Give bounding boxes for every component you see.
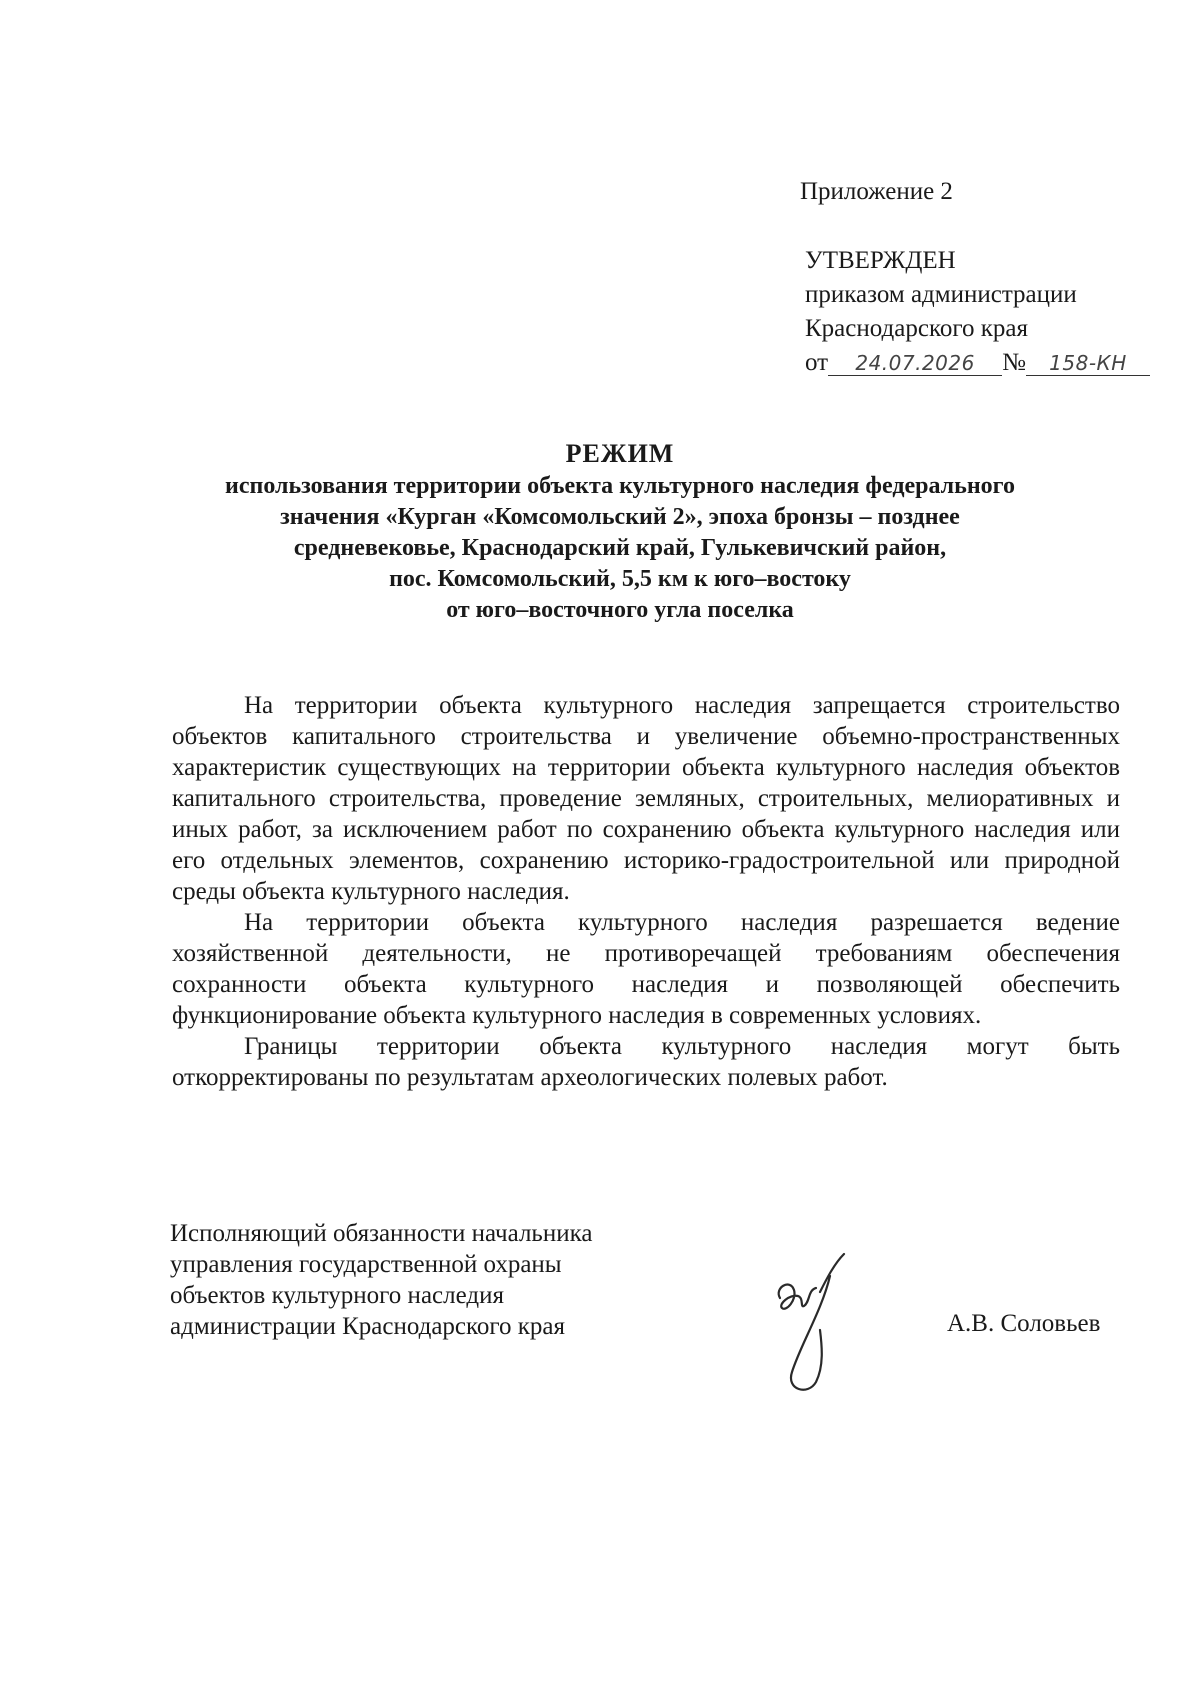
signer-position-line: управления государственной охраны — [170, 1251, 562, 1278]
date-prefix: от — [805, 349, 829, 376]
document-title: РЕЖИМ — [565, 439, 675, 468]
approved-by-line2: Краснодарского края — [805, 315, 1028, 342]
body-paragraph: На территории объекта культурного наследия запрещается строительство объектов капитального строительства и увеличение объемно-пространственных характеристик существующих на территории объекта культурного наследия объектов капитального строительства, проведение земляных, строительных, мелиоративных и иных работ, за исключением работ по сохранению объекта культурного наследия или его отдельных элементов, сохранению историко-градостроительной или природной среды объекта культурного наследия. — [172, 692, 1120, 905]
appendix-label: Приложение 2 — [800, 178, 953, 205]
signer-position-line: администрации Краснодарского края — [170, 1313, 566, 1340]
title-line: от юго–восточного угла поселка — [446, 597, 794, 623]
signer-name: А.В. Соловьев — [947, 1310, 1101, 1337]
approved-by-line1: приказом администрации — [805, 281, 1077, 308]
title-line: средневековье, Краснодарский край, Гулькевичский район, — [293, 535, 947, 561]
signer-position-line: объектов культурного наследия — [170, 1282, 504, 1309]
order-date-number-line — [805, 346, 1150, 380]
handwritten-date: 24.07.2026 — [828, 351, 1002, 376]
title-line: пос. Комсомольский, 5,5 км к юго–востоку — [389, 566, 851, 592]
handwritten-number: 158-КН — [1026, 351, 1150, 376]
document-body — [172, 690, 1120, 1093]
body-paragraph: На территории объекта культурного наследия разрешается ведение хозяйственной деятельности, не противоречащей требованиям обеспечения сохранности объекта культурного наследия и позволяющей обеспечить функционирование объекта культурного наследия в современных условиях. — [172, 909, 1120, 1029]
approval-stamp-block — [805, 244, 1150, 380]
title-line: использования территории объекта культурного наследия федерального — [225, 473, 1015, 499]
title-line: значения «Курган «Комсомольский 2», эпоха бронзы – позднее — [280, 504, 960, 530]
document-title-block — [150, 438, 1090, 626]
number-prefix: № — [1002, 349, 1026, 376]
signer-position-line: Исполняющий обязанности начальника — [170, 1220, 593, 1247]
handwritten-signature-icon — [760, 1250, 870, 1400]
signer-position-block — [170, 1218, 592, 1342]
body-paragraph: Границы территории объекта культурного наследия могут быть откорректированы по результатам археологических полевых работ. — [172, 1033, 1120, 1091]
approved-heading: УТВЕРЖДЕН — [805, 247, 956, 274]
